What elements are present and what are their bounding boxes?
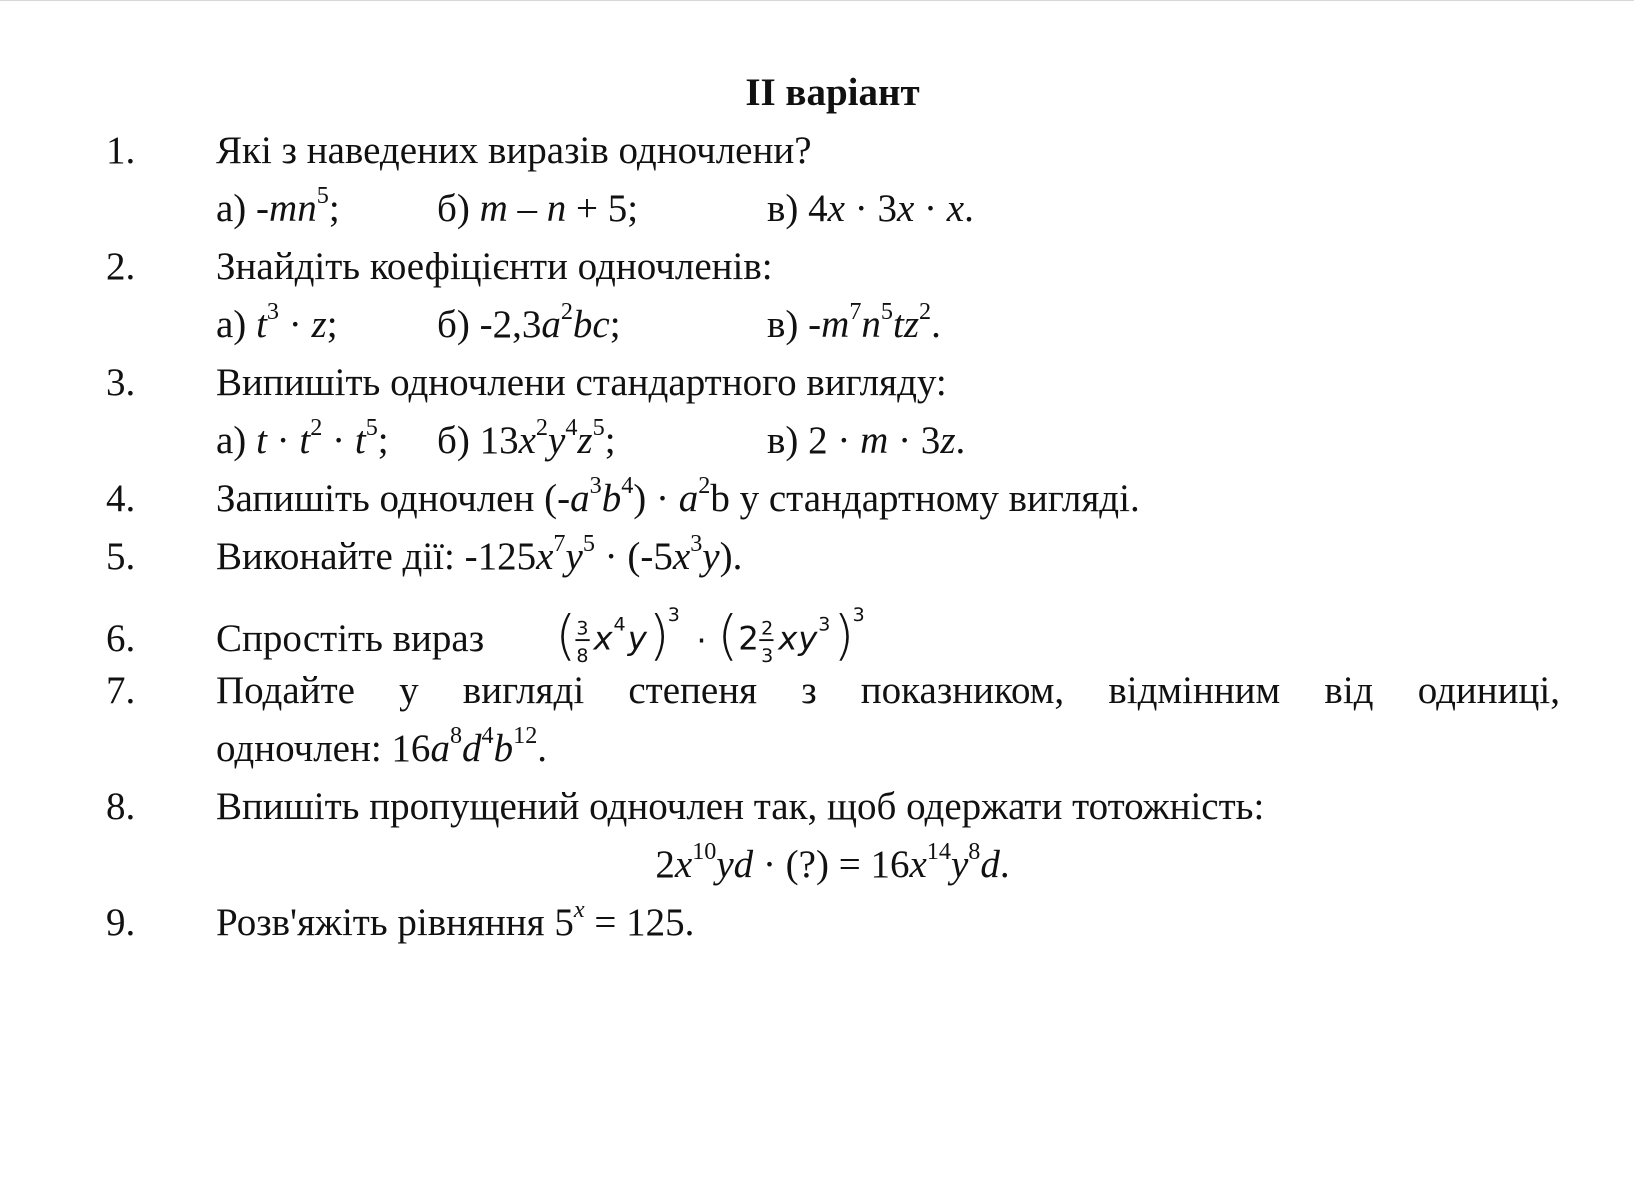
option-b: б) $-2,3a^2bc$; [437, 297, 621, 346]
right-paren: ) [648, 603, 670, 667]
var-x: x [778, 619, 798, 658]
task-prompt: Спростіть вираз [216, 617, 485, 660]
exponent: 3 [818, 613, 831, 636]
option-b: б) m – n + 5; [437, 187, 639, 230]
option-a: а) $t^3 \cdot z$; [216, 297, 338, 346]
task-prompt: Знайдіть коефіцієнти одночленів: [216, 245, 773, 288]
task-2-options [0, 296, 1634, 354]
task-6 [0, 603, 1634, 668]
task-number: 3. [106, 361, 136, 404]
left-paren: ( [555, 603, 577, 667]
task-2 [0, 238, 1634, 296]
task-number: 7. [106, 669, 136, 712]
task-4 [0, 470, 1634, 528]
option-c: в) $-m^7n^5tz^2$. [767, 297, 941, 346]
task-prompt-continued: одночлен: $16a^8d^4b^{12}$. [216, 721, 548, 770]
task-3-options [0, 412, 1634, 470]
option-b: б) $13x^2y^4z^5$; [437, 413, 616, 462]
task-5 [0, 528, 1634, 586]
left-paren: ( [717, 603, 739, 667]
task-1 [0, 122, 1634, 180]
task-1-options [0, 180, 1634, 238]
task-prompt: Подайте у вигляді степеня з показником, відмінним від одиниці, [216, 669, 1560, 712]
option-c: в) 4x · 3x · x. [767, 187, 974, 230]
fraction-numerator: 3 [576, 617, 589, 640]
task-number: 6. [106, 617, 136, 660]
task-number: 9. [106, 901, 136, 944]
var-y: y [627, 619, 647, 658]
top-border [0, 0, 1634, 1]
task-prompt: Випишіть одночлени стандартного вигляду: [216, 361, 947, 404]
fraction-denominator: 8 [576, 645, 589, 667]
page-title: II варіант [745, 71, 920, 114]
exponent: 4 [613, 613, 626, 636]
task-prompt: Розв'яжіть рівняння $5^x = 125$. [216, 895, 695, 944]
identity-equation: $2x^{10}yd$ · (?) = $16x^{14}y^8d$. [655, 837, 1010, 886]
task-prompt: Які з наведених виразів одночлени? [216, 129, 812, 172]
option-c: в) 2 · m · 3z. [767, 419, 966, 462]
task-8 [0, 778, 1634, 836]
var-x: x [593, 619, 613, 658]
task-number: 8. [106, 785, 136, 828]
task-number: 2. [106, 245, 136, 288]
var-y: y [798, 619, 818, 658]
outer-exponent: 3 [852, 604, 865, 627]
option-a: а) $t \cdot t^2 \cdot t^5$; [216, 413, 389, 462]
fraction-denominator: 3 [761, 645, 774, 667]
outer-exponent: 3 [667, 604, 680, 627]
task-3 [0, 354, 1634, 412]
task-prompt: Запишіть одночлен $(-a^3b^4) \cdot a^2b$ у стандартному вигляді. [216, 471, 1140, 520]
option-a: а) $-mn^5$; [216, 181, 340, 230]
task-7 [0, 662, 1634, 720]
task-9 [0, 894, 1634, 952]
task-number: 1. [106, 129, 136, 172]
task-prompt: Впишіть пропущений одночлен так, щоб одержати тотожність: [216, 785, 1265, 828]
task-prompt: Виконайте дії: $-125x^7y^5 \cdot (-5x^3y)$. [216, 529, 743, 578]
task-number: 4. [106, 477, 136, 520]
task-7-continuation [0, 720, 1634, 778]
fraction-numerator: 2 [761, 617, 774, 640]
task-8-equation [0, 836, 1634, 894]
right-paren: ) [833, 603, 855, 667]
whole-number: 2 [738, 619, 759, 658]
task-number: 5. [106, 535, 136, 578]
multiply-dot: · [696, 621, 707, 660]
